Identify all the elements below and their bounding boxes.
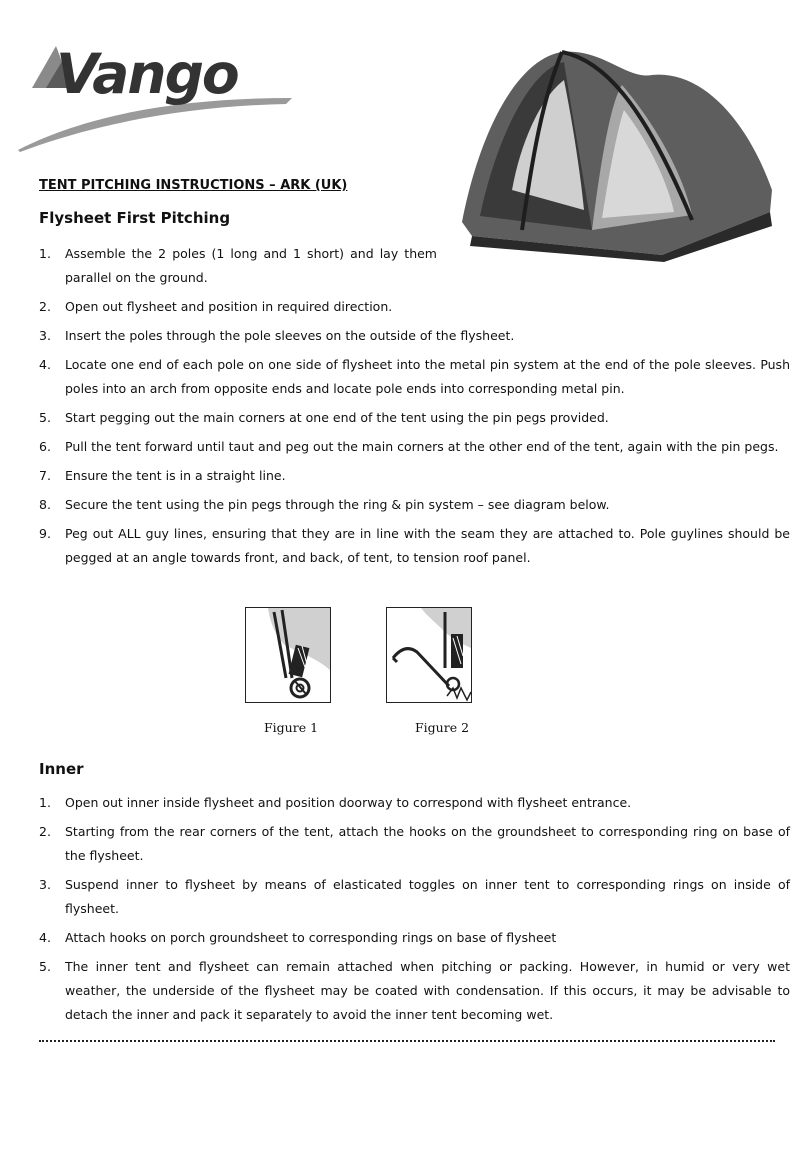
inner-steps — [39, 791, 790, 1032]
flysheet-step-9: 9. Peg out ALL guy lines, ensuring that they are in line with the seam they are attached to. Pole guylines should be pegged at an angle towards front, and back, of tent, to tension roof panel. — [39, 526, 790, 565]
flysheet-step-6: 6. Pull the tent forward until taut and peg out the main corners at the other end of the tent, again with the pin pegs. — [39, 439, 779, 454]
tent-photo — [452, 40, 782, 262]
flysheet-step-4: 4. Locate one end of each pole on one side of flysheet into the metal pin system at the end of the pole sleeves. Push poles into an arch from opposite ends and locate pole ends into corresponding metal pin. — [39, 357, 790, 396]
figure-1-caption: Figure 1 — [264, 720, 319, 735]
flysheet-step-3: 3. Insert the poles through the pole sleeves on the outside of the flysheet. — [39, 328, 515, 343]
flysheet-step-1: 1. Assemble the 2 poles (1 long and 1 short) and lay them parallel on the ground. — [39, 246, 437, 285]
inner-step-5: 5. The inner tent and flysheet can remain attached when pitching or packing. However, in humid or very wet weather, the underside of the flysheet may be coated with condensation. If this occurs, it may be advisable to detach the inner and pack it separately to avoid the inner tent becoming wet. — [39, 959, 790, 1022]
flysheet-heading: Flysheet First Pitching — [39, 209, 231, 227]
logo-wordmark: Vango — [56, 42, 238, 106]
flysheet-step-7: 7. Ensure the tent is in a straight line. — [39, 468, 286, 483]
figure-2-image — [386, 607, 472, 703]
inner-step-2: 2. Starting from the rear corners of the tent, attach the hooks on the groundsheet to corresponding ring on base of the flysheet. — [39, 824, 790, 863]
flysheet-step-8: 8. Secure the tent using the pin pegs through the ring & pin system – see diagram below. — [39, 497, 610, 512]
ring-pin-illustration — [246, 608, 330, 702]
figure-2-caption: Figure 2 — [415, 720, 470, 735]
inner-heading: Inner — [39, 760, 84, 778]
flysheet-step-5: 5. Start pegging out the main corners at one end of the tent using the pin pegs provided. — [39, 410, 609, 425]
figure-1-image — [245, 607, 331, 703]
document-title: TENT PITCHING INSTRUCTIONS – ARK (UK) — [39, 178, 348, 193]
inner-step-3: 3. Suspend inner to flysheet by means of elasticated toggles on inner tent to corresponding rings on inside of flysheet. — [39, 877, 790, 916]
vango-logo — [16, 40, 296, 152]
flysheet-step-2: 2. Open out flysheet and position in required direction. — [39, 299, 393, 314]
pin-peg-illustration — [387, 608, 471, 702]
inner-step-1: 1. Open out inner inside flysheet and position doorway to correspond with flysheet entrance. — [39, 795, 632, 810]
dotted-separator — [39, 1040, 775, 1042]
flysheet-steps — [39, 242, 790, 575]
inner-step-4: 4. Attach hooks on porch groundsheet to corresponding rings on base of flysheet — [39, 930, 557, 945]
tent-illustration — [452, 40, 782, 262]
